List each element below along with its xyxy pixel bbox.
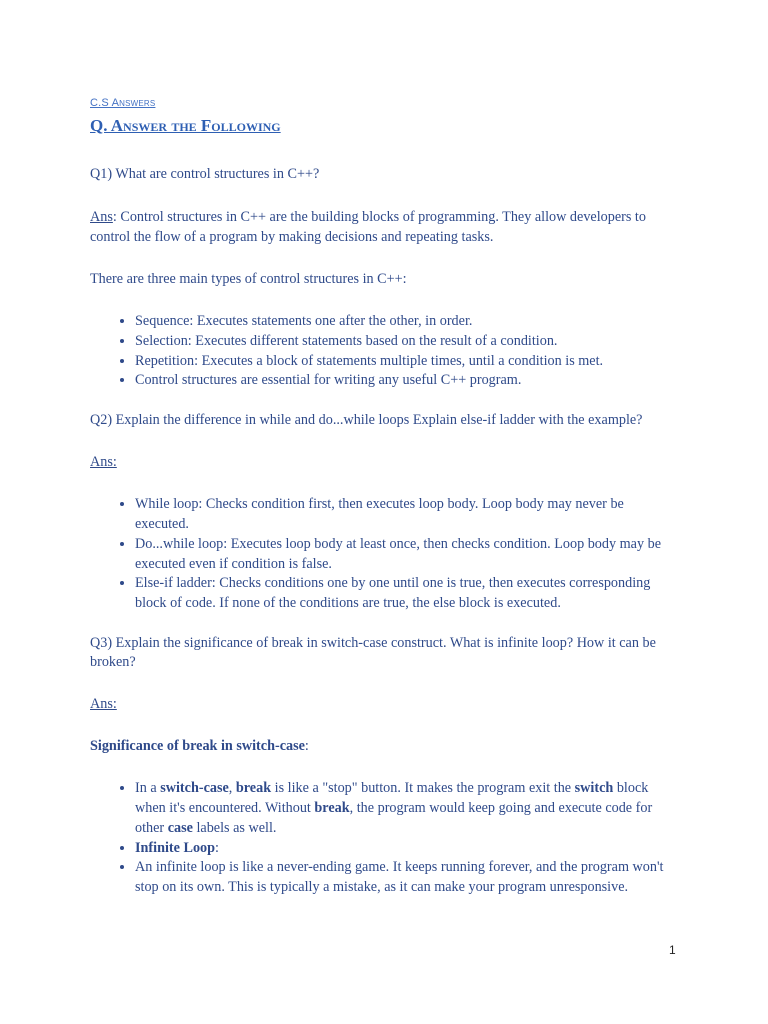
text: labels as well. [192,819,277,836]
question-2: Q2) Explain the difference in while and do...while loops Explain else-if ladder with the example? [90,412,643,429]
types-intro: There are three main types of control structures in C++: [90,270,407,287]
question-3: Q3) Explain the significance of break in switch-case construct. What is infinite loop? How it can be broken? [90,634,656,671]
list-item: • Else-if ladder: Checks conditions one by one until one is true, then executes corresponding block of code. If none of the conditions are true, the else block is executed. [135,574,680,613]
list-item: • Do...while loop: Executes loop body at least once, then checks condition. Loop body may be executed even if condition is false. [135,535,680,574]
answer-label: Ans [90,209,113,226]
page-number: 1 [669,943,676,957]
question-1: Q1) What are control structures in C++? [90,166,320,183]
loops-list [90,495,680,613]
control-structures-list [90,312,680,391]
list-item [135,779,680,838]
text: block when it's encountered. Without [135,780,649,817]
bold-text: Infinite Loop [135,839,216,856]
list-item: • Sequence: Executes statements one after the other, in order. [135,312,680,332]
bold-text: break [235,780,272,797]
text: : [215,839,219,856]
section-heading-text: Significance of break in switch-case [90,737,305,754]
section-heading [90,737,680,757]
bold-text: break [314,800,350,817]
text: , [228,780,236,797]
bold-text: case [167,819,193,836]
list-item [135,839,680,859]
answer-1 [90,208,680,247]
list-item: • Control structures are essential for writing any useful C++ program. [135,371,680,391]
break-list [90,779,680,897]
document-page [90,94,680,898]
document-header: C.S Answers [90,97,156,109]
text: In a [135,780,161,797]
answer-text: : Control structures in C++ are the building blocks of programming. They allow developers to control the flow of a program by making decisions and repeating tasks. [90,209,646,245]
answer-label: Ans: [90,696,117,713]
section-heading-colon: : [304,737,309,754]
bold-text: switch-case [160,780,229,797]
text: is like a "stop" button. It makes the program exit the [271,780,575,797]
list-item: • While loop: Checks condition first, then executes loop body. Loop body may never be executed. [135,495,680,534]
text: , the program would keep going and execute code for other [135,800,653,836]
document-title: Q. Answer the Following [90,115,281,135]
answer-label: Ans: [90,453,117,470]
list-item: • Selection: Executes different statements based on the result of a condition. [135,332,680,352]
list-item: • An infinite loop is like a never-ending game. It keeps running forever, and the program won't stop on its own. This is typically a mistake, as it can make your program unresponsive. [135,858,680,897]
bold-text: switch [574,780,614,797]
list-item: • Repetition: Executes a block of statements multiple times, until a condition is met. [135,352,680,372]
